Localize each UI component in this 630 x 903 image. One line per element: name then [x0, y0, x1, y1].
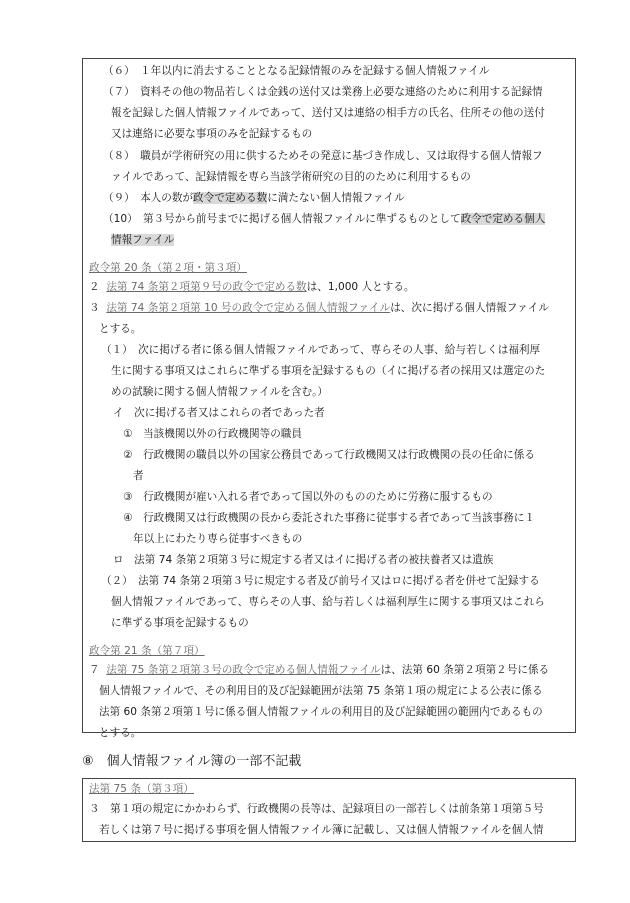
item-9: （９） 本人の数が政令で定める数に満たない個人情報ファイル	[103, 192, 405, 204]
item-8-cont: ァイルであって、記録情報を専ら当該学術研究の目的のために利用するもの	[111, 171, 471, 183]
article-7-cont: 個人情報ファイルで、その利用目的及び記録範囲が法第 75 条第１項の規定による公表に係る	[99, 685, 543, 697]
circled-1: ① 当該機関以外の行政機関等の職員	[123, 428, 302, 440]
item-6: （６） １年以内に消去することとなる記録情報のみを記録する個人情報ファイル	[103, 65, 490, 77]
link-art74-10[interactable]: 法第 74 条第２項第 10 号の政令で定める個人情報ファイル	[106, 302, 391, 314]
article-2: ２ 法第 74 条第２項第９号の政令で定める数は、1,000 人とする。	[89, 281, 415, 293]
link-art74-9[interactable]: 法第 74 条第２項第９号の政令で定める数	[106, 281, 307, 293]
sub-2-cont: に準ずる事項を記録するもの	[111, 617, 249, 629]
sub-2: （２） 法第 74 条第２項第３号に規定する者及び前号イ又はロに掲げる者を併せて記録する	[101, 575, 540, 587]
article-3-cont: とする。	[99, 323, 142, 335]
circled-4-cont: 年以上にわたり専ら従事すべきもの	[133, 533, 303, 545]
sub-1-cont: めの試験に関する個人情報ファイルを含む。）	[111, 386, 328, 398]
law-excerpt-box-2	[82, 778, 576, 842]
highlight-term: 政令で定める数	[193, 192, 268, 204]
sub-2-cont: 個人情報ファイルであって、専らその人事、給与若しくは福利厚生に関する事項又はこれら	[111, 596, 545, 608]
item-10-cont	[111, 230, 174, 252]
cabinet-order-20-heading: 政令第 20 条（第２項・第３項）	[89, 262, 247, 274]
sub-ro: ロ 法第 74 条第２項第３号に規定する者又はイに掲げる者の被扶養者又は遺族	[113, 554, 494, 566]
item-8: （８） 職員が学術研究の用に供するためその発意に基づき作成し、又は取得する個人情報フ	[103, 150, 543, 162]
law-excerpt-box	[82, 58, 576, 739]
sub-i: イ 次に掲げる者又はこれらの者であった者	[113, 407, 325, 419]
article-7-cont: とする。	[99, 727, 142, 739]
cabinet-order-21-heading: 政令第 21 条（第７項）	[89, 645, 205, 657]
article-3-law75-cont: 若しくは第７号に掲げる事項を個人情報ファイル簿に記載し、又は個人情報ファイルを個人情	[99, 824, 544, 836]
item-10: （10） 第３号から前号までに掲げる個人情報ファイルに準ずるものとして政令で定める個人	[103, 213, 546, 225]
sub-1: （１） 次に掲げる者に係る個人情報ファイルであって、専らその人事、給与若しくは福利厚	[101, 344, 541, 356]
highlight-term: 政令で定める個人	[460, 213, 546, 225]
circled-2-cont: 者	[133, 470, 144, 482]
item-7-cont: 報を記録した個人情報ファイルであって、送付又は連絡の相手方の氏名、住所その他の送付	[111, 107, 545, 119]
article-7: ７ 法第 75 条第２項第３号の政令で定める個人情報ファイルは、法第 60 条第２項第２号に係る	[89, 664, 550, 676]
item-7: （７） 資料その他の物品若しくは金銭の送付又は業務上必要な連絡のために利用する記録情	[103, 86, 543, 98]
article-3: ３ 法第 74 条第２項第 10 号の政令で定める個人情報ファイルは、次に掲げる個人情報ファイル	[89, 302, 549, 314]
article-7-cont: 法第 60 条第２項第１号に係る個人情報ファイルの利用目的及び記録範囲の範囲内であるもの	[99, 706, 543, 718]
item-7-cont: 又は連絡に必要な事項のみを記録するもの	[111, 128, 313, 140]
section-title: ⑧ 個人情報ファイル簿の一部不記載	[82, 754, 302, 769]
sub-1-cont: 生に関する事項又はこれらに準ずる事項を記録するもの（イに掲げる者の採用又は選定のた	[111, 365, 546, 377]
circled-3: ③ 行政機関が雇い入れる者であって国以外のもののために労務に服するもの	[123, 491, 493, 503]
circled-4: ④ 行政機関又は行政機関の長から委託された事務に従事する者であって当該事務に１	[123, 512, 535, 524]
circled-2: ② 行政機関の職員以外の国家公務員であって行政機関又は行政機関の長の任命に係る	[123, 449, 535, 461]
law-75-heading: 法第 75 条（第３項）	[89, 783, 194, 795]
highlight-term: 情報ファイル	[111, 234, 175, 246]
link-art75-3[interactable]: 法第 75 条第２項第３号の政令で定める個人情報ファイル	[106, 664, 381, 676]
article-3-law75: ３ 第１項の規定にかかわらず、行政機関の長等は、記録項目の一部若しくは前条第１項第５号	[89, 803, 544, 815]
